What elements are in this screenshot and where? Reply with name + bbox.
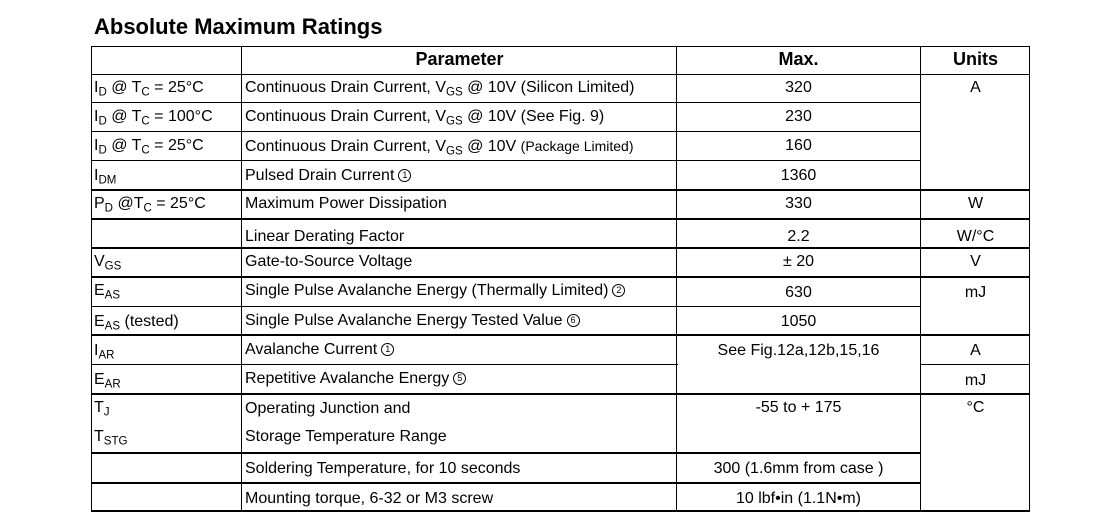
rule	[91, 189, 1030, 191]
header-units: Units	[953, 49, 998, 69]
max-cell: 330	[785, 195, 812, 212]
symbol-cell: $I_D$ @ $T_C = 25^\circ C$	[94, 79, 204, 99]
symbol-cell: $T_J$	[94, 399, 110, 419]
max-cell: 230	[785, 108, 812, 125]
symbol-cell: $I_D$ @ $T_C = 25^\circ C$	[94, 137, 204, 157]
rule	[676, 46, 677, 512]
rule	[91, 74, 1030, 75]
max-cell: 1360	[780, 167, 817, 184]
rule	[91, 46, 1030, 47]
rule	[1029, 46, 1030, 512]
parameter-cell: Storage Temperature Range	[245, 428, 447, 445]
symbol-cell: $I_{AR}$	[94, 342, 115, 362]
note-marker: 5	[453, 372, 466, 385]
note-marker: 2	[612, 284, 625, 297]
header-parameter: Parameter	[415, 49, 504, 69]
rule	[241, 46, 242, 512]
max-cell: -55 to + 175	[755, 399, 842, 416]
unit-cell: mJ	[964, 284, 987, 301]
symbol-cell: $P_D$ $@T_C = 25^\circ C$	[94, 195, 206, 215]
symbol-cell: $V_{GS}$	[94, 253, 122, 273]
max-cell: See Fig.12a,12b,15,16	[717, 342, 880, 359]
unit-cell: mJ	[964, 372, 987, 389]
max-cell: 1050	[780, 313, 817, 330]
rule	[91, 482, 921, 484]
parameter-cell: Maximum Power Dissipation	[245, 195, 447, 212]
symbol-cell: $E_{AS}$ (tested)	[94, 313, 179, 333]
symbol-cell: $I_{DM}$	[94, 167, 117, 187]
parameter-cell: Single Pulse Avalanche Energy (Thermally Limited) 2	[245, 282, 625, 300]
note-marker: 6	[567, 314, 580, 327]
parameter-cell: Continuous Drain Current, $V_{GS}$ @ 10V (Package Limited)	[245, 138, 634, 158]
rule	[91, 247, 1030, 249]
note-marker: 1	[398, 169, 411, 182]
symbol-cell: $T_{STG}$	[94, 428, 128, 448]
unit-cell: A	[970, 342, 981, 359]
rule	[920, 46, 921, 512]
unit-cell: A	[970, 79, 981, 96]
parameter-cell: Linear Derating Factor	[245, 228, 405, 245]
unit-cell: °C	[966, 399, 985, 416]
rule	[91, 276, 1030, 278]
symbol-cell: $I_D$ @ $T_C = 100^\circ C$	[94, 108, 213, 128]
parameter-cell: Gate-to-Source Voltage	[245, 253, 413, 270]
parameter-cell: Continuous Drain Current, $V_{GS}$ @ 10V (Silicon Limited)	[245, 79, 635, 99]
rule	[91, 102, 921, 103]
parameter-cell: Pulsed Drain Current 1	[245, 167, 411, 185]
max-cell: 320	[785, 79, 812, 96]
rule	[91, 46, 92, 512]
note-marker: 1	[381, 343, 394, 356]
page-title: Absolute Maximum Ratings	[94, 14, 383, 39]
header-max: Max.	[778, 49, 819, 69]
parameter-cell: Single Pulse Avalanche Energy Tested Value 6	[245, 312, 580, 330]
rule	[91, 131, 921, 132]
max-cell: 10 lbf•in (1.1N•m)	[735, 490, 862, 507]
rule	[91, 306, 921, 307]
rule	[91, 393, 1030, 395]
unit-cell: W/°C	[956, 228, 995, 245]
parameter-cell: Soldering Temperature, for 10 seconds	[245, 460, 521, 477]
rule	[91, 452, 921, 454]
unit-cell: W	[967, 195, 984, 212]
symbol-cell: $E_{AS}$	[94, 282, 121, 302]
max-cell: 2.2	[787, 228, 810, 245]
rule	[91, 218, 1030, 220]
rule	[921, 364, 1030, 365]
parameter-cell: Avalanche Current 1	[245, 341, 394, 359]
rule	[91, 510, 1030, 512]
unit-cell: V	[970, 253, 981, 270]
max-cell: 300 (1.6mm from case )	[713, 460, 884, 477]
parameter-cell: Repetitive Avalanche Energy 5	[245, 370, 466, 388]
parameter-cell: Continuous Drain Current, $V_{GS}$ @ 10V (See Fig. 9)	[245, 108, 605, 128]
max-cell: 160	[785, 137, 812, 154]
max-cell: ± 20	[782, 253, 815, 270]
rule	[91, 334, 1030, 336]
parameter-cell: Mounting torque, 6-32 or M3 screw	[245, 490, 494, 507]
symbol-cell: $E_{AR}$	[94, 371, 121, 391]
parameter-cell: Operating Junction and	[245, 400, 411, 417]
max-cell: 630	[785, 284, 812, 301]
rule	[91, 160, 921, 161]
rule	[91, 364, 678, 365]
